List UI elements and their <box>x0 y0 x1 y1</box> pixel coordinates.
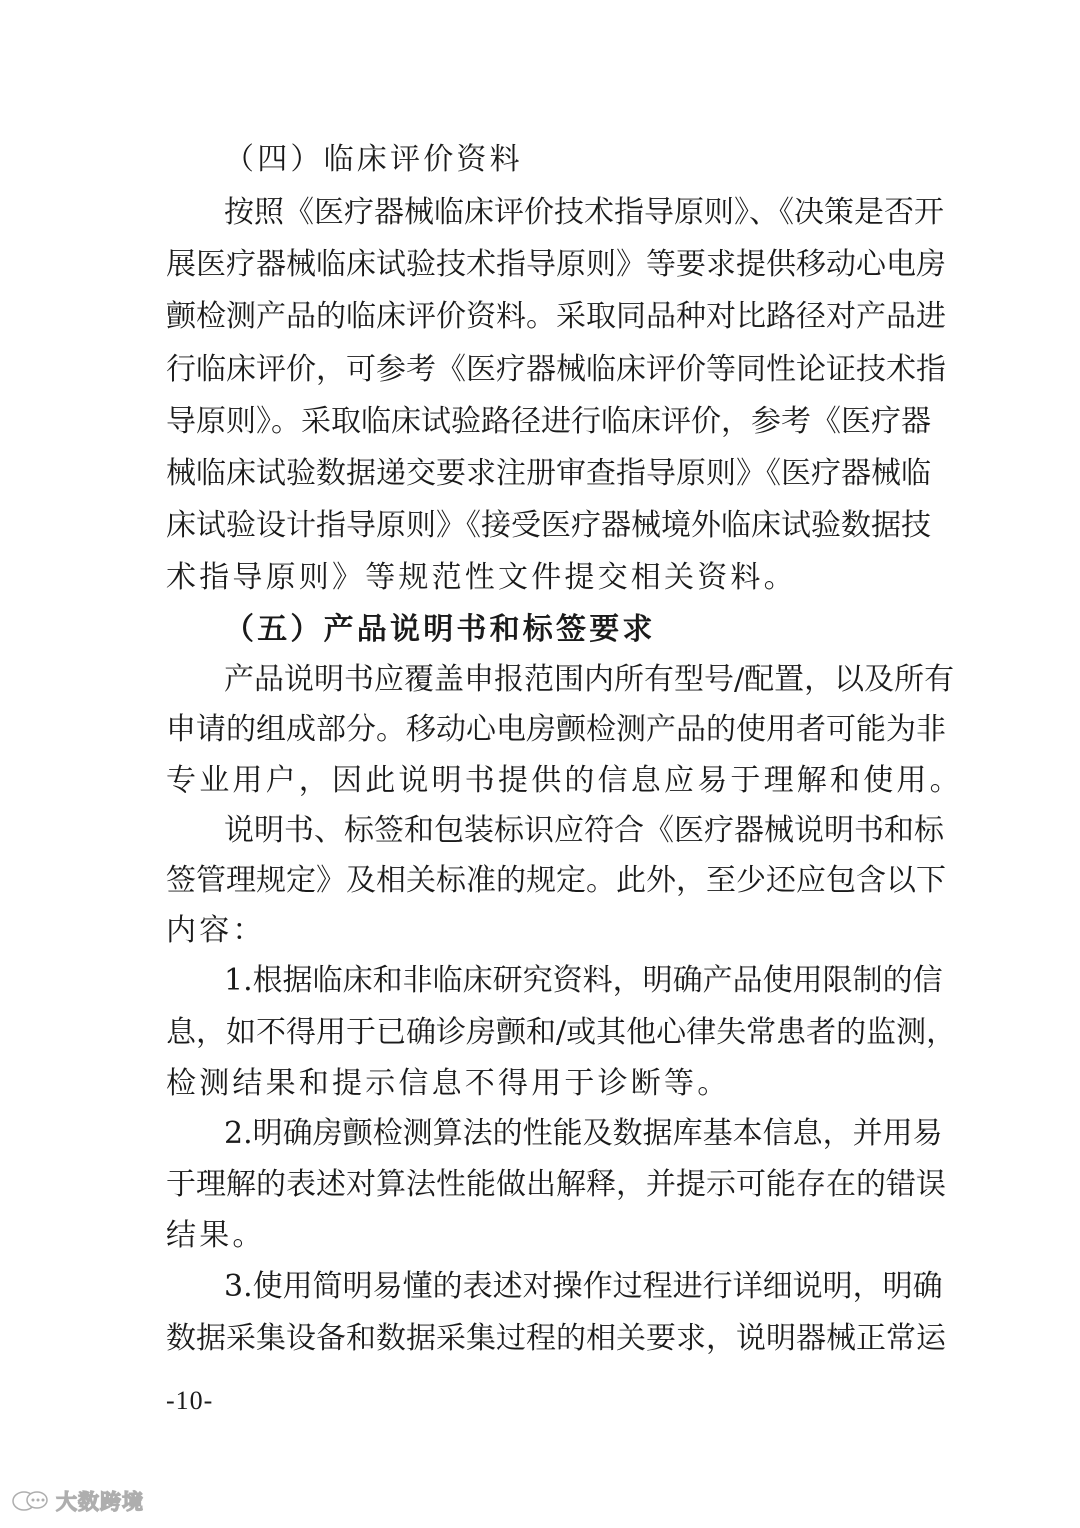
paragraph-line: 申请的组成部分。移动心电房颤检测产品的使用者可能为非 <box>166 712 946 747</box>
paragraph-line: 导原则》。采取临床试验路径进行临床评价，参考《医疗器 <box>166 404 931 439</box>
bubble-logo-icon <box>10 1488 50 1514</box>
paragraph-line: 展医疗器械临床试验技术指导原则》等要求提供移动心电房 <box>166 247 946 282</box>
paragraph-line: 械临床试验数据递交要求注册审查指导原则》《医疗器械临 <box>166 456 931 491</box>
watermark-text: 大数跨境 <box>56 1490 144 1514</box>
paragraph-line: 内容： <box>166 913 266 948</box>
paragraph-line: 床试验设计指导原则》《接受医疗器械境外临床试验数据技 <box>166 508 931 543</box>
paragraph-line: 专业用户，因此说明书提供的信息应易于理解和使用。 <box>166 763 963 798</box>
paragraph-line: 产品说明书应覆盖申报范围内所有型号/配置，以及所有 <box>224 662 955 697</box>
list-item-line: 1.根据临床和非临床研究资料，明确产品使用限制的信 <box>224 963 943 998</box>
list-item-line: 数据采集设备和数据采集过程的相关要求，说明器械正常运 <box>166 1321 946 1356</box>
paragraph-line: 颤检测产品的临床评价资料。采取同品种对比路径对产品进 <box>166 299 946 334</box>
paragraph-line: 签管理规定》及相关标准的规定。此外，至少还应包含以下 <box>166 863 946 898</box>
paragraph-line: 术指导原则》等规范性文件提交相关资料。 <box>166 560 797 595</box>
watermark <box>10 1486 144 1516</box>
list-item-line: 3.使用简明易懂的表述对操作过程进行详细说明，明确 <box>224 1269 943 1304</box>
list-item-line: 息，如不得用于已确诊房颤和/或其他心律失常患者的监测， <box>166 1015 957 1050</box>
paragraph-line: 按照《医疗器械临床评价技术指导原则》、《决策是否开 <box>224 195 944 230</box>
list-item-line: 检测结果和提示信息不得用于诊断等。 <box>166 1066 731 1101</box>
page-number: -10- <box>166 1386 214 1415</box>
section-heading-clinical-evaluation: （四）临床评价资料 <box>224 142 523 177</box>
list-item-line: 于理解的表述对算法性能做出解释，并提示可能存在的错误 <box>166 1167 946 1202</box>
paragraph-line: 行临床评价，可参考《医疗器械临床评价等同性论证技术指 <box>166 352 946 387</box>
paragraph-line: 说明书、标签和包装标识应符合《医疗器械说明书和标 <box>224 813 944 848</box>
section-heading-instructions-labels: （五）产品说明书和标签要求 <box>224 612 656 647</box>
list-item-line: 2.明确房颤检测算法的性能及数据库基本信息，并用易 <box>224 1116 943 1151</box>
list-item-line: 结果。 <box>166 1218 266 1253</box>
